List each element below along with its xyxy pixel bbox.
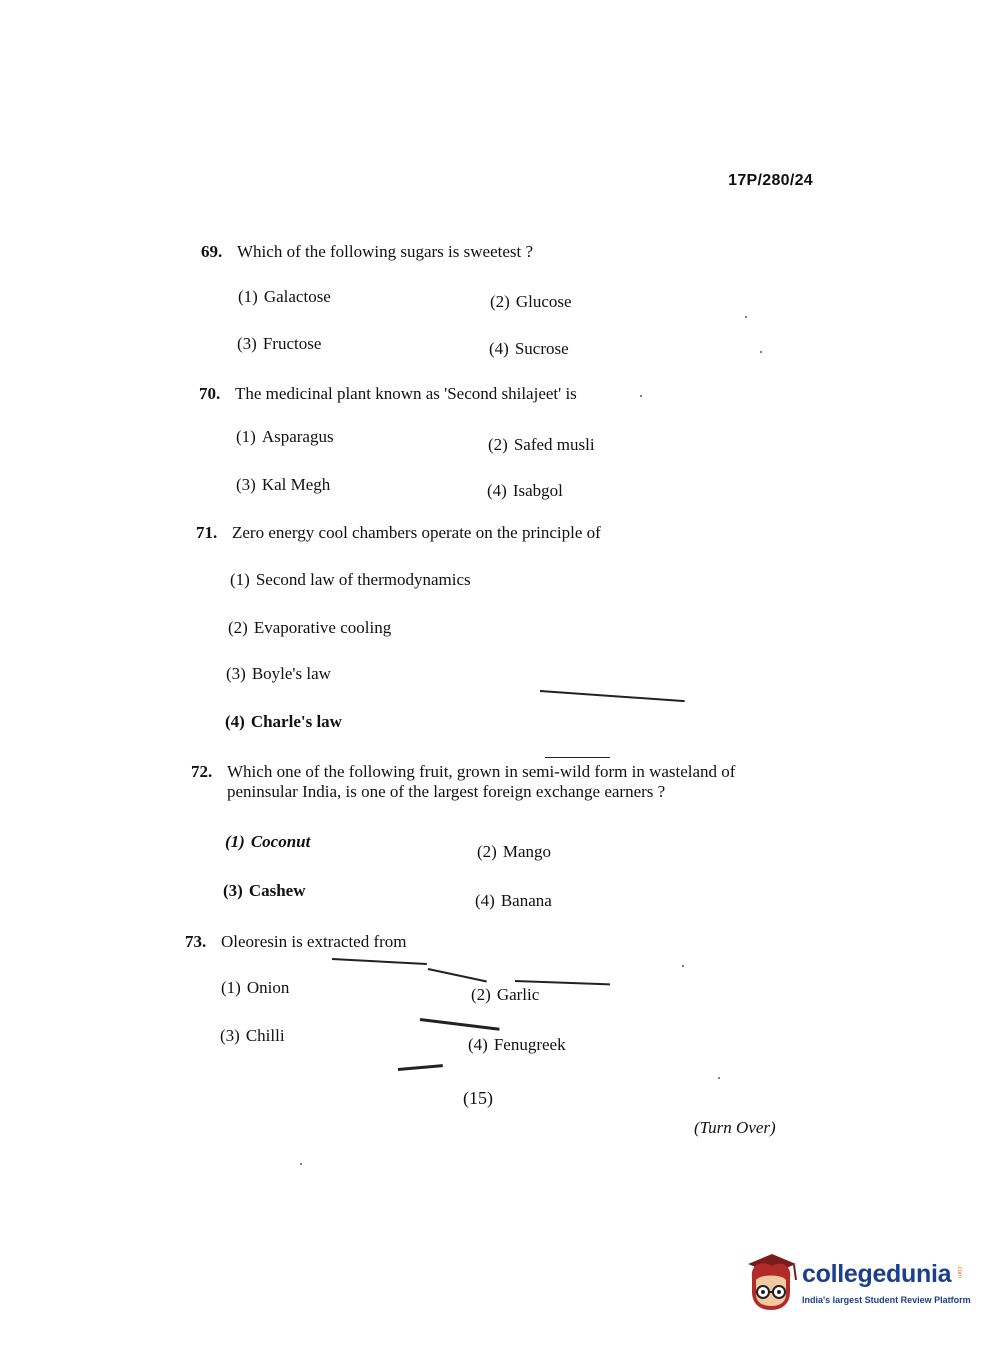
brand-tagline: India's largest Student Review Platform bbox=[802, 1295, 971, 1305]
option-71-3: (3) Boyle's law bbox=[226, 664, 331, 683]
option-73-2: (2) Garlic bbox=[471, 985, 540, 1004]
pen-mark bbox=[420, 1018, 500, 1031]
collegedunia-watermark bbox=[742, 1250, 972, 1320]
question-text: Oleoresin is extracted from bbox=[221, 932, 407, 951]
graduate-mascot-icon bbox=[742, 1250, 800, 1312]
scan-speck bbox=[300, 1163, 302, 1165]
option-70-1: (1) Asparagus bbox=[236, 427, 334, 446]
brand-suffix: .com bbox=[956, 1265, 962, 1279]
option-69-1: (1) Galactose bbox=[238, 287, 331, 306]
question-number: 70. bbox=[199, 384, 221, 403]
option-72-2: (2) Mango bbox=[477, 842, 551, 861]
question-text-line2: peninsular India, is one of the largest foreign exchange earners ? bbox=[227, 782, 666, 801]
option-72-1: (1) Coconut bbox=[225, 832, 311, 851]
question-number: 73. bbox=[185, 932, 207, 951]
option-72-3: (3) Cashew bbox=[223, 881, 306, 900]
question-71 bbox=[196, 523, 601, 543]
pen-mark bbox=[398, 1064, 443, 1071]
question-number: 69. bbox=[201, 242, 223, 261]
question-text-line1: Which one of the following fruit, grown in semi-wild form in wasteland of bbox=[227, 762, 736, 781]
option-70-2: (2) Safed musli bbox=[488, 435, 595, 454]
pen-mark bbox=[545, 757, 610, 758]
brand-name: collegedunia bbox=[802, 1260, 952, 1288]
option-70-4: (4) Isabgol bbox=[487, 481, 563, 500]
question-69 bbox=[201, 242, 533, 262]
question-72 bbox=[191, 762, 811, 802]
pen-mark bbox=[540, 690, 685, 702]
scan-speck bbox=[745, 316, 747, 318]
question-number: 71. bbox=[196, 523, 218, 542]
scan-speck bbox=[760, 351, 762, 353]
question-number: 72. bbox=[191, 762, 213, 781]
pen-mark bbox=[332, 958, 427, 965]
option-70-3: (3) Kal Megh bbox=[236, 475, 331, 494]
question-text: The medicinal plant known as 'Second shilajeet' is bbox=[235, 384, 577, 403]
option-69-4: (4) Sucrose bbox=[489, 339, 569, 358]
option-71-1: (1) Second law of thermodynamics bbox=[230, 570, 471, 589]
option-71-2: (2) Evaporative cooling bbox=[228, 618, 392, 637]
scan-speck bbox=[718, 1077, 720, 1079]
turn-over-note: (Turn Over) bbox=[694, 1118, 776, 1137]
paper-code: 17P/280/24 bbox=[728, 172, 813, 189]
option-73-4: (4) Fenugreek bbox=[468, 1035, 566, 1054]
option-69-3: (3) Fructose bbox=[237, 334, 322, 353]
option-69-2: (2) Glucose bbox=[490, 292, 572, 311]
option-71-4: (4) Charle's law bbox=[225, 712, 342, 731]
page-number: (15) bbox=[463, 1088, 493, 1108]
option-72-4: (4) Banana bbox=[475, 891, 552, 910]
scan-speck bbox=[682, 965, 684, 967]
pen-mark bbox=[428, 968, 487, 982]
option-73-1: (1) Onion bbox=[221, 978, 290, 997]
scan-speck bbox=[640, 395, 642, 397]
question-70 bbox=[199, 384, 577, 404]
question-text: Which of the following sugars is sweetest ? bbox=[237, 242, 534, 261]
option-73-3: (3) Chilli bbox=[220, 1026, 285, 1045]
question-73 bbox=[185, 932, 407, 952]
question-text: Zero energy cool chambers operate on the principle of bbox=[232, 523, 601, 542]
